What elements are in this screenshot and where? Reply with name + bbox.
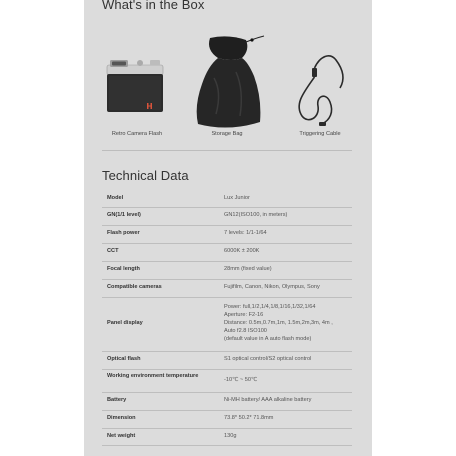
spec-key: Focal length bbox=[107, 266, 140, 272]
spec-value: 73.8* 50.2* 71.8mm bbox=[224, 415, 274, 421]
spec-value: Lux Junior bbox=[224, 195, 250, 201]
spec-value: 28mm (fixed value) bbox=[224, 266, 272, 272]
storage-bag-image bbox=[188, 32, 268, 142]
spec-key: Flash power bbox=[107, 230, 140, 236]
spec-value: Power: full,1/2,1/4,1/8,1/16,1/32,1/64 Aperture: F2-16 Distance: 0.5m,0.7m,1m, 1.5m,2m,3m, 4m , Auto f2.8 ISO100 (default value in A auto flash mode) bbox=[224, 304, 333, 342]
spec-row bbox=[102, 243, 352, 262]
product-info-panel bbox=[84, 0, 372, 456]
spec-key: Optical flash bbox=[107, 356, 141, 362]
technical-data-title: Technical Data bbox=[102, 168, 189, 183]
spec-row bbox=[102, 207, 352, 226]
spec-key: Battery bbox=[107, 397, 127, 403]
spec-key: Panel display bbox=[107, 320, 143, 326]
spec-value: 7 levels: 1/1-1/64 bbox=[224, 230, 267, 236]
spec-key: CCT bbox=[107, 248, 119, 254]
section-divider bbox=[102, 150, 352, 151]
spec-value: GN12(ISO100, in meters) bbox=[224, 212, 288, 218]
spec-value: Ni-MH battery/ AAA alkaline battery bbox=[224, 397, 312, 403]
spec-key: Model bbox=[107, 195, 124, 201]
spec-row bbox=[102, 351, 352, 370]
product-label: Retro Camera Flash bbox=[111, 131, 163, 137]
spec-row bbox=[102, 369, 352, 393]
spec-row bbox=[102, 392, 352, 411]
spec-row bbox=[102, 225, 352, 244]
spec-key: Net weight bbox=[107, 433, 136, 439]
spec-row bbox=[102, 261, 352, 280]
product-label: Storage Bag bbox=[211, 131, 243, 137]
spec-row bbox=[102, 428, 352, 446]
retro-camera-flash-image bbox=[106, 32, 164, 142]
spec-key: Compatible cameras bbox=[107, 284, 162, 290]
spec-row bbox=[102, 297, 352, 352]
spec-value: 130g bbox=[224, 433, 237, 439]
spec-value: -10℃ ~ 50℃ bbox=[224, 377, 258, 383]
whats-in-box-title: What's in the Box bbox=[102, 0, 205, 12]
spec-value: Fujifilm, Canon, Nikon, Olympus, Sony bbox=[224, 284, 320, 290]
triggering-cable-image bbox=[290, 32, 354, 142]
spec-row bbox=[102, 279, 352, 298]
spec-key: GN(1/1 level) bbox=[107, 212, 141, 218]
product-label: Triggering Cable bbox=[299, 131, 341, 137]
spec-row bbox=[102, 410, 352, 429]
spec-value: S1 optical control/S2 optical control bbox=[224, 356, 312, 362]
spec-value: 6000K ± 200K bbox=[224, 248, 260, 254]
spec-key: Working environment temperature bbox=[107, 373, 199, 379]
spec-key: Dimension bbox=[107, 415, 136, 421]
spec-row bbox=[102, 190, 352, 208]
